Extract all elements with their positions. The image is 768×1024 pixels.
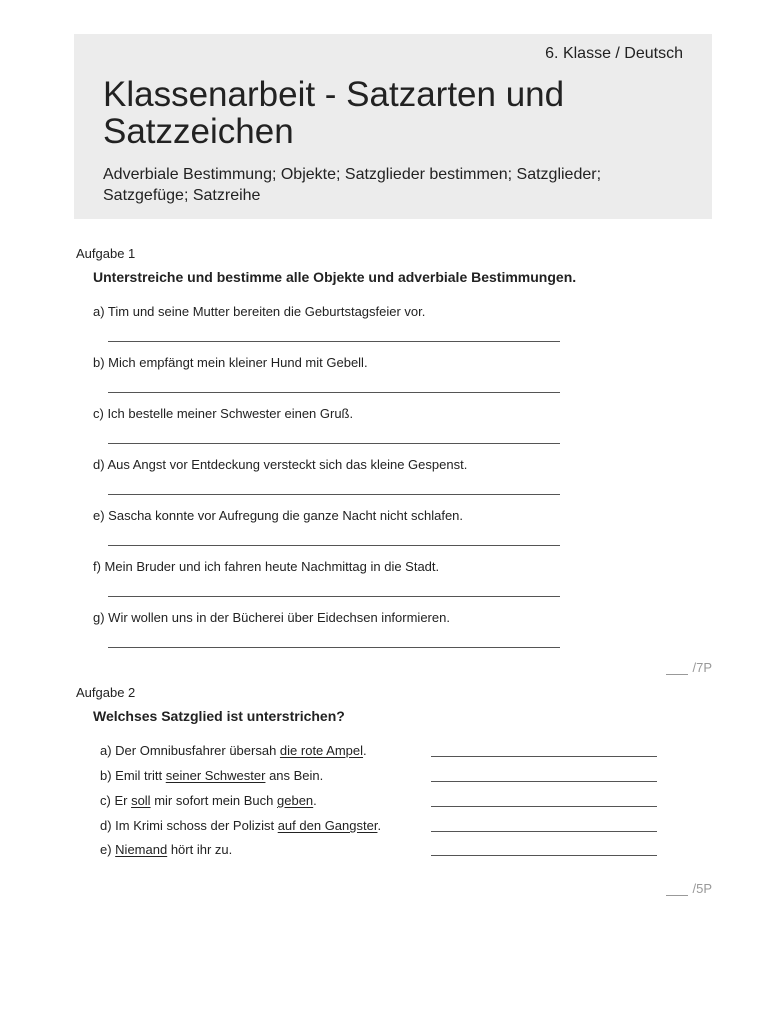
task2-answer-line-a[interactable] (431, 756, 657, 757)
task1-points (666, 660, 712, 675)
task2-instruction: Welchses Satzglied ist unterstrichen? (93, 708, 345, 724)
task2-answer-line-c[interactable] (431, 806, 657, 807)
task2-item-a-text: a) Der Omnibusfahrer übersah (100, 743, 280, 758)
task2-answer-line-e[interactable] (431, 855, 657, 856)
task1-label: Aufgabe 1 (76, 246, 136, 261)
task2-item-d (100, 818, 381, 833)
task2-item-d-text-end: . (377, 818, 382, 833)
task2-item-a-text-end: . (363, 743, 367, 758)
task2-answer-line-b[interactable] (431, 781, 657, 782)
task2-item-e-text-end: hört ihr zu. (167, 842, 233, 857)
task1-answer-line-e[interactable] (108, 545, 560, 546)
task1-points-label: /7P (692, 660, 712, 675)
task2-item-e (100, 842, 232, 857)
task2-item-e-underlined: Niemand (115, 842, 168, 857)
task1-instruction: Unterstreiche und bestimme alle Objekte und adverbiale Bestimmungen. (93, 269, 577, 285)
task2-item-c-underlined-1: soll (131, 793, 151, 808)
task1-item-g: g) Wir wollen uns in der Bücherei über Eidechsen informieren. (93, 610, 450, 625)
task1-answer-line-b[interactable] (108, 392, 560, 393)
task2-item-b (100, 768, 323, 783)
task1-answer-line-d[interactable] (108, 494, 560, 495)
task1-answer-line-f[interactable] (108, 596, 560, 597)
task2-item-c-text-end: . (313, 793, 317, 808)
task2-points-blank[interactable] (666, 883, 688, 896)
task1-item-d: d) Aus Angst vor Entdeckung versteckt sich das kleine Gespenst. (93, 457, 468, 472)
task2-item-c-text-mid: mir sofort mein Buch (150, 793, 278, 808)
task1-answer-line-a[interactable] (108, 341, 560, 342)
task2-item-c (100, 793, 317, 808)
task1-item-b: b) Mich empfängt mein kleiner Hund mit Gebell. (93, 355, 368, 370)
task1-answer-line-c[interactable] (108, 443, 560, 444)
task2-item-b-underlined: seiner Schwester (165, 768, 266, 783)
task2-label: Aufgabe 2 (76, 685, 136, 700)
page-title: Klassenarbeit - Satzarten und Satzzeichen (103, 75, 565, 151)
task2-points-label: /5P (692, 881, 712, 896)
task1-item-f: f) Mein Bruder und ich fahren heute Nachmittag in die Stadt. (93, 559, 440, 574)
page-subtitle: Adverbiale Bestimmung; Objekte; Satzglieder bestimmen; Satzglieder; Satzgefüge; Satzreihe (103, 166, 602, 204)
task1-item-c: c) Ich bestelle meiner Schwester einen Gruß. (93, 406, 354, 421)
task2-item-d-text: d) Im Krimi schoss der Polizist (100, 818, 278, 833)
task2-item-e-text: e) (100, 842, 116, 857)
header-box (74, 34, 712, 219)
task1-points-blank[interactable] (666, 662, 688, 675)
task2-item-d-underlined: auf den Gangster (277, 818, 378, 833)
task2-points (666, 881, 712, 896)
grade-label: 6. Klasse / Deutsch (545, 45, 683, 62)
task1-answer-line-g[interactable] (108, 647, 560, 648)
task1-item-e: e) Sascha konnte vor Aufregung die ganze Nacht nicht schlafen. (93, 508, 464, 523)
task2-item-a-underlined: die rote Ampel (279, 743, 364, 758)
task2-item-b-text: b) Emil tritt (100, 768, 166, 783)
task2-item-a (100, 743, 367, 758)
task2-item-b-text-end: ans Bein. (265, 768, 324, 783)
task2-item-c-text: c) Er (100, 793, 132, 808)
task2-item-c-underlined-2: geben (277, 793, 314, 808)
task1-item-a: a) Tim und seine Mutter bereiten die Geburtstagsfeier vor. (93, 304, 426, 319)
task2-answer-line-d[interactable] (431, 831, 657, 832)
